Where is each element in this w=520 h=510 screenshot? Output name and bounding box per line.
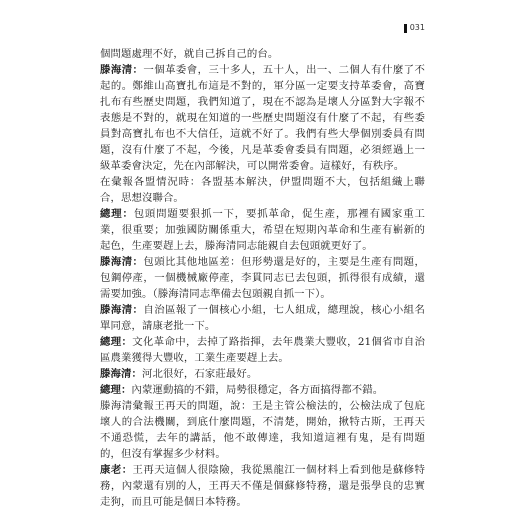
paragraph-text: 滕海清彙報王再天的問題，說：王是主管公檢法的，公檢法成了包庇壞人的合法機關，到底什麼問題，不清楚，開始，揪特古斯，王再天不通恐慌，去年的講話，他不敢傳達，我知道這裡有鬼，是有問題的，但沒有掌握多少材料。 — [100, 400, 425, 460]
page-marker-bar — [404, 24, 407, 33]
paragraph — [100, 366, 425, 382]
speaker-label: 康老： — [100, 464, 133, 476]
paragraph — [100, 334, 425, 366]
paragraph-text: 在彙報各盟情況時：各盟基本解決，伊盟問題不大，包括組織上聯合，思想沒聯合。 — [100, 176, 425, 204]
paragraph — [100, 254, 425, 302]
speaker-label: 滕海清： — [100, 304, 144, 316]
paragraph — [100, 206, 425, 254]
speaker-label: 總理： — [100, 384, 132, 396]
paragraph-text: 包頭比其他地區差：但形勢還是好的，主要是生產有問題，包鋼停產，一個機械廠停產，李貫同志已去包頭，抓得很有成績，還需要加強。（滕海清同志準備去包頭親自抓一下）。 — [100, 256, 425, 300]
speaker-label: 滕海清： — [100, 64, 144, 76]
page-number: 031 — [409, 23, 425, 32]
paragraph-text: 河北很好，石家莊最好。 — [141, 368, 258, 380]
paragraph-text: 內蒙運動搞的不錯，局勢很穩定，各方面搞得都不錯。 — [131, 384, 384, 396]
paragraph-text: 王再天這個人很陰險，我從黑龍江一個材料上看到他是蘇修特務，內蒙還有別的人，王再天不僅是個蘇修特務，還是張學良的忠實走狗，而且可能是個日本特務。 — [100, 464, 425, 508]
paragraph — [100, 462, 425, 510]
paragraph — [100, 398, 425, 462]
speaker-label: 總理： — [100, 336, 133, 348]
paragraph — [100, 62, 425, 174]
speaker-label: 總理： — [100, 208, 134, 220]
paragraph-text: 文化革命中，去掉了路指揮，去年農業大豐收，21個省市自治區農業獲得大豐收，工業生產要趕上去。 — [100, 336, 425, 364]
paragraph — [100, 174, 425, 206]
paragraph-text: 一個革委會，三十多人，五十人，出一、二個人有什麼了不起的。鄭維山高寶扎布這是不對的，軍分區一定要支持革委會，高寶扎布有些歷史問題，我們知道了，現在不認為是壞人分區對大字報不表態是不對的，就現在知道的一些歷史問題沒有什麼了不起，有些委員對高寶扎布也不大信任，這就不好了。我們有些大學個別委員有問題，沒有什麼了不起，今後，凡是革委會委員有問題，必須經過上一級革委會決定，先在內部解決，可以開常委會。這樣好，有秩序。 — [100, 64, 425, 172]
page-header — [100, 22, 425, 36]
speaker-label: 滕海清： — [100, 256, 144, 268]
body-text — [100, 46, 425, 510]
paragraph-text: 個問題處理不好，就自己拆自己的台。 — [100, 48, 279, 60]
paragraph-text: 包頭問題要狠抓一下，要抓革命，促生產，那裡有國家重工業，很重要；加強國防關係重大，希望在短期內革命和生產有嶄新的起色，生產要趕上去，滕海清同志能親自去包頭就更好了。 — [100, 208, 425, 252]
speaker-label: 滕海清： — [100, 368, 142, 380]
paragraph — [100, 382, 425, 398]
paragraph-text: 自治區報了一個核心小組，七人組成，總理說，核心小組名單同意，請康老批一下。 — [100, 304, 425, 332]
paragraph — [100, 46, 425, 62]
paragraph — [100, 302, 425, 334]
